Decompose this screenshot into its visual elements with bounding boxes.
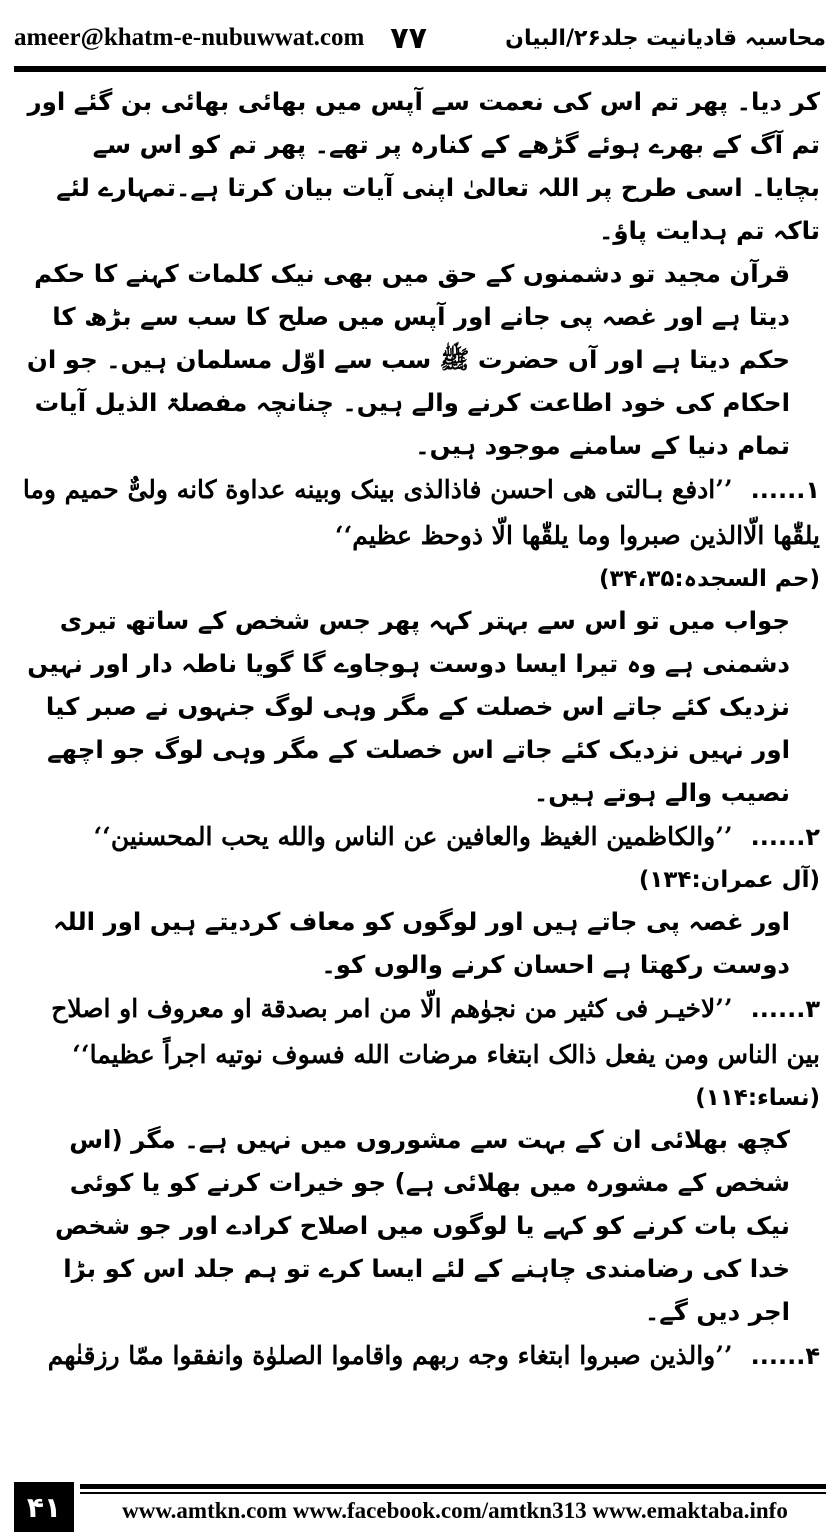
verse-2-translation: اور غصہ پی جاتے ہیں اور لوگوں کو معاف کردیتے ہیں اور اللہ دوست رکھتا ہے احسان کرنے والوں کو۔ [53,907,790,979]
verse-1-number: ۱...... [750,476,820,504]
header-page-number: ۷۷ [390,20,427,56]
verse-3 [20,986,820,1078]
page-header [14,14,826,62]
footer-page-number: ۴۱ [14,1482,74,1532]
header-rule [14,66,826,72]
verse-4 [20,1333,820,1379]
verse-2-number: ۲...... [750,823,820,851]
verse-1 [20,467,820,559]
verse-3-text: ’’لاخیـر فی کثیر من نجوٰهم الّا من امر بصدقة او معروف او اصلاح بین الناس ومن یفعل ذالک ابتغاء مرضات الله فسوف نوتیه اجراً عظیما‘‘ [51,994,820,1069]
footer-rule-thick [80,1484,826,1489]
verse-1-text: ’’ادفع بـالتی هی احسن فاذالذی بینک وبینه عداوة کانه ولیٌّ حمیم وما یلقّٰها الّاالذین صبروا وما یلقّٰها الّا ذوحظ عظیم‘‘ [22,475,820,550]
verse-1-reference: (حم السجدہ:۳۴،۳۵) [599,566,820,592]
verse-3-reference: (نساء:۱۱۴) [695,1085,820,1111]
verse-2-reference: (آل عمران:۱۳۴) [638,867,820,893]
verse-4-number: ۴...... [750,1342,820,1370]
footer-urls: www.amtkn.com www.facebook.com/amtkn313 www.emaktaba.info [122,1498,788,1523]
paragraph-1: کر دیا۔ پھر تم اس کی نعمت سے آپس میں بھائی بھائی بن گئے اور تم آگ کے بھرے ہوئے گڑھے کے کنارہ پر تھے۔ پھر تم کو اس سے بچایا۔ اسی طرح پر اللہ تعالیٰ اپنی آیات بیان کرتا ہے۔تمہارے لئے تاکہ تم ہدایت پاؤ۔ [27,87,820,245]
footer-rule-thin [80,1492,826,1494]
header-email: ameer@khatm-e-nubuwwat.com [14,24,365,51]
verse-3-number: ۳...... [750,995,820,1023]
header-book-title: محاسبہ قادیانیت جلد۲۶/البیان [505,25,826,51]
verse-2-text: ’’والکاظمین الغیظ والعافین عن الناس والله یحب المحسنین‘‘ [93,822,733,851]
verse-3-translation: کچھ بھلائی ان کے بہت سے مشوروں میں نہیں ہے۔ مگر (اس شخص کے مشورہ میں بھلائی ہے) جو خیرات کرنے کو یا کوئی نیک بات کرنے کو کہے یا لوگوں میں اصلاح کرادے اور جو شخص خدا کی رضامندی چاہنے کے لئے ایسا کرے تو ہم جلد اس کو بڑا اجر دیں گے۔ [54,1125,790,1326]
header-left [14,21,427,56]
page-body [20,80,820,1379]
verse-4-text: ’’والذین صبروا ابتغاء وجه ربهم واقاموا الصلوٰة وانفقوا ممّا رزقنٰهم [47,1341,733,1370]
page-footer [14,1482,826,1532]
verse-2 [20,814,820,860]
verse-1-translation: جواب میں تو اس سے بہتر کہہ پھر جس شخص کے ساتھ تیری دشمنی ہے وہ تیرا ایسا دوست ہوجاوے گا گویا ناطہ دار اور نہیں نزدیک کئے جاتے اس خصلت کے مگر وہی لوگ جنہوں نے صبر کیا اور نہیں نزدیک کئے جاتے اس خصلت کے مگر وہی لوگ جو اچھے نصیب والے ہوتے ہیں۔ [27,606,790,807]
paragraph-2: قرآن مجید تو دشمنوں کے حق میں بھی نیک کلمات کہنے کا حکم دیتا ہے اور غصہ پی جانے اور آپس میں صلح کا سب سے بڑھ کا حکم دیتا ہے اور آں حضرت ﷺ سب سے اوّل مسلمان ہیں۔ جو ان احکام کی خود اطاعت کرنے والے ہیں۔ چنانچہ مفصلۃ الذیل آیات تمام دنیا کے سامنے موجود ہیں۔ [26,259,790,460]
